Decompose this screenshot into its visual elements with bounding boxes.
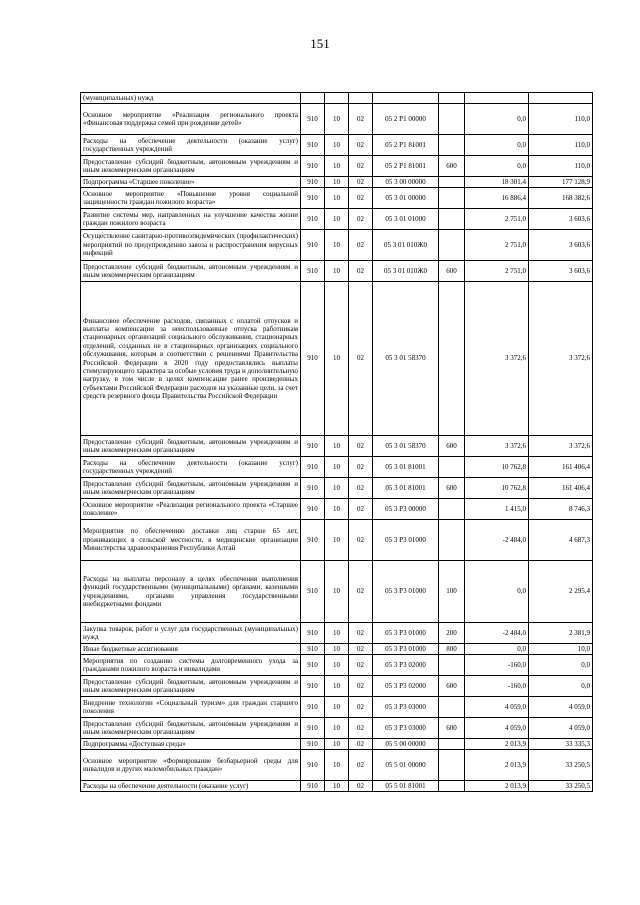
amount-change-cell: -2 484,0 [465, 623, 529, 644]
section-cell: 10 [325, 644, 349, 655]
expense-type-cell: 600 [439, 436, 465, 457]
expense-type-cell [439, 282, 465, 436]
target-article-cell: 05 3 P3 01000 [373, 561, 439, 623]
table-row [81, 188, 593, 209]
table-row [81, 718, 593, 739]
grbs-cell [301, 93, 325, 104]
target-article-cell: 05 3 01 58370 [373, 282, 439, 436]
amount-total-cell: 4 059,0 [529, 697, 593, 718]
subsection-cell [349, 93, 373, 104]
amount-change-cell: 3 372,6 [465, 436, 529, 457]
page-number: 151 [310, 36, 330, 51]
section-cell: 10 [325, 478, 349, 499]
target-article-cell: 05 5 00 00000 [373, 739, 439, 750]
amount-total-cell: 33 250,5 [529, 750, 593, 781]
subsection-cell: 02 [349, 188, 373, 209]
grbs-cell: 910 [301, 188, 325, 209]
subsection-cell: 02 [349, 781, 373, 792]
expense-type-cell: 600 [439, 676, 465, 697]
expense-type-cell [439, 177, 465, 188]
subsection-cell: 02 [349, 436, 373, 457]
subsection-cell: 02 [349, 750, 373, 781]
expense-type-cell [439, 93, 465, 104]
amount-change-cell: 2 013,9 [465, 739, 529, 750]
grbs-cell: 910 [301, 520, 325, 561]
amount-change-cell: 4 059,0 [465, 718, 529, 739]
section-cell: 10 [325, 135, 349, 156]
row-name-cell: Расходы на обеспечение деятельности (оказание услуг) государственных учреждений [81, 457, 301, 478]
section-cell: 10 [325, 750, 349, 781]
amount-total-cell: 33 335,3 [529, 739, 593, 750]
section-cell: 10 [325, 781, 349, 792]
grbs-cell: 910 [301, 499, 325, 520]
row-name-cell: Предоставление субсидий бюджетным, автономным учреждениям и иным некоммерческим организациям [81, 718, 301, 739]
grbs-cell: 910 [301, 457, 325, 478]
expense-type-cell: 600 [439, 261, 465, 282]
amount-total-cell: 110,0 [529, 104, 593, 135]
subsection-cell: 02 [349, 561, 373, 623]
table-row [81, 104, 593, 135]
row-name-cell: Предоставление субсидий бюджетным, автономным учреждениям и иным некоммерческим организациям [81, 156, 301, 177]
expense-type-cell: 200 [439, 623, 465, 644]
grbs-cell: 910 [301, 135, 325, 156]
section-cell: 10 [325, 457, 349, 478]
budget-table [80, 92, 593, 792]
amount-change-cell: -160,0 [465, 655, 529, 676]
target-article-cell: 05 3 01 010Ж0 [373, 261, 439, 282]
expense-type-cell: 100 [439, 561, 465, 623]
row-name-cell: Мероприятия по обеспечению доставки лиц старше 65 лет, проживающих в сельской местности, в медицинские организации Министерства здравоохранения Республики Алтай [81, 520, 301, 561]
amount-total-cell: 3 603,6 [529, 261, 593, 282]
grbs-cell: 910 [301, 676, 325, 697]
target-article-cell: 05 3 P3 00000 [373, 499, 439, 520]
section-cell: 10 [325, 261, 349, 282]
grbs-cell: 910 [301, 282, 325, 436]
target-article-cell: 05 3 01 58370 [373, 436, 439, 457]
subsection-cell: 02 [349, 282, 373, 436]
target-article-cell: 05 2 P1 81001 [373, 156, 439, 177]
grbs-cell: 910 [301, 561, 325, 623]
amount-total-cell: 3 603,6 [529, 230, 593, 261]
table-row [81, 436, 593, 457]
subsection-cell: 02 [349, 676, 373, 697]
section-cell: 10 [325, 718, 349, 739]
table-row [81, 457, 593, 478]
expense-type-cell [439, 135, 465, 156]
section-cell: 10 [325, 676, 349, 697]
table-row [81, 209, 593, 230]
section-cell: 10 [325, 104, 349, 135]
amount-total-cell: 3 372,6 [529, 436, 593, 457]
amount-total-cell: 161 406,4 [529, 457, 593, 478]
table-row [81, 655, 593, 676]
row-name-cell: Развитие системы мер, направленных на улучшение качества жизни граждан пожилого возраста [81, 209, 301, 230]
amount-total-cell [529, 93, 593, 104]
row-name-cell: (муниципальных) нужд [81, 93, 301, 104]
amount-total-cell: 168 382,6 [529, 188, 593, 209]
amount-total-cell: 2 381,9 [529, 623, 593, 644]
target-article-cell: 05 3 P3 03000 [373, 718, 439, 739]
grbs-cell: 910 [301, 230, 325, 261]
expense-type-cell [439, 781, 465, 792]
expense-type-cell [439, 499, 465, 520]
amount-total-cell: 4 687,3 [529, 520, 593, 561]
table-row [81, 93, 593, 104]
grbs-cell: 910 [301, 781, 325, 792]
amount-change-cell: 2 751,0 [465, 261, 529, 282]
amount-change-cell: 2 751,0 [465, 209, 529, 230]
grbs-cell: 910 [301, 478, 325, 499]
amount-change-cell: 18 301,4 [465, 177, 529, 188]
section-cell: 10 [325, 499, 349, 520]
amount-change-cell: 1 415,0 [465, 499, 529, 520]
amount-change-cell: 0,0 [465, 135, 529, 156]
amount-total-cell: 10,0 [529, 644, 593, 655]
target-article-cell: 05 2 P1 00000 [373, 104, 439, 135]
row-name-cell: Расходы на выплаты персоналу в целях обеспечения выполнения функций государственными (муниципальными) органами, казенными учреждениями, органами управления государственными внебюджетными фондами [81, 561, 301, 623]
amount-change-cell: 3 372,6 [465, 282, 529, 436]
amount-change-cell: 0,0 [465, 644, 529, 655]
subsection-cell: 02 [349, 177, 373, 188]
amount-total-cell: 161 406,4 [529, 478, 593, 499]
amount-change-cell: -2 484,0 [465, 520, 529, 561]
amount-total-cell: 8 746,3 [529, 499, 593, 520]
table-row [81, 177, 593, 188]
amount-total-cell: 177 128,9 [529, 177, 593, 188]
target-article-cell: 05 3 P3 01000 [373, 644, 439, 655]
amount-change-cell: 0,0 [465, 561, 529, 623]
target-article-cell: 05 3 01 81001 [373, 457, 439, 478]
subsection-cell: 02 [349, 718, 373, 739]
subsection-cell: 02 [349, 739, 373, 750]
expense-type-cell [439, 457, 465, 478]
amount-total-cell: 0,0 [529, 655, 593, 676]
grbs-cell: 910 [301, 655, 325, 676]
target-article-cell: 05 3 01 01000 [373, 209, 439, 230]
table-row [81, 282, 593, 436]
grbs-cell: 910 [301, 718, 325, 739]
target-article-cell: 05 3 P3 01000 [373, 623, 439, 644]
subsection-cell: 02 [349, 499, 373, 520]
amount-total-cell: 110,0 [529, 156, 593, 177]
target-article-cell: 05 5 01 81001 [373, 781, 439, 792]
subsection-cell: 02 [349, 261, 373, 282]
row-name-cell: Подпрограмма «Доступная среда» [81, 739, 301, 750]
subsection-cell: 02 [349, 520, 373, 561]
table-row [81, 156, 593, 177]
grbs-cell: 910 [301, 739, 325, 750]
target-article-cell: 05 3 P3 02000 [373, 655, 439, 676]
subsection-cell: 02 [349, 209, 373, 230]
row-name-cell: Предоставление субсидий бюджетным, автономным учреждениям и иным некоммерческим организациям [81, 436, 301, 457]
table-body [81, 93, 593, 792]
row-name-cell: Расходы на обеспечение деятельности (оказание услуг) [81, 781, 301, 792]
table-row [81, 478, 593, 499]
grbs-cell: 910 [301, 750, 325, 781]
expense-type-cell [439, 520, 465, 561]
row-name-cell: Основное мероприятие «Формирование безбарьерной среды для инвалидов и других маломобильных граждан» [81, 750, 301, 781]
section-cell: 10 [325, 697, 349, 718]
amount-change-cell: 10 762,8 [465, 478, 529, 499]
target-article-cell: 05 3 00 00000 [373, 177, 439, 188]
table-row [81, 623, 593, 644]
table-row [81, 520, 593, 561]
subsection-cell: 02 [349, 478, 373, 499]
subsection-cell: 02 [349, 623, 373, 644]
section-cell: 10 [325, 561, 349, 623]
expense-type-cell [439, 104, 465, 135]
amount-change-cell: 4 059,0 [465, 697, 529, 718]
section-cell: 10 [325, 436, 349, 457]
amount-change-cell: 2 751,0 [465, 230, 529, 261]
row-name-cell: Предоставление субсидий бюджетным, автономным учреждениям и иным некоммерческим организациям [81, 478, 301, 499]
amount-total-cell: 3 603,6 [529, 209, 593, 230]
subsection-cell: 02 [349, 156, 373, 177]
amount-change-cell: 16 886,4 [465, 188, 529, 209]
table-row [81, 499, 593, 520]
amount-total-cell: 0,0 [529, 676, 593, 697]
target-article-cell: 05 3 01 010Ж0 [373, 230, 439, 261]
row-name-cell: Осуществление санитарно-противоэпидемических (профилактических) мероприятий по предупреждению завоза и распространения вирусных инфекций [81, 230, 301, 261]
grbs-cell: 910 [301, 623, 325, 644]
grbs-cell: 910 [301, 104, 325, 135]
table-row [81, 135, 593, 156]
row-name-cell: Предоставление субсидий бюджетным, автономным учреждениям и иным некоммерческим организациям [81, 676, 301, 697]
amount-change-cell [465, 93, 529, 104]
amount-change-cell: 0,0 [465, 104, 529, 135]
expense-type-cell [439, 188, 465, 209]
target-article-cell: 05 3 01 00000 [373, 188, 439, 209]
subsection-cell: 02 [349, 644, 373, 655]
subsection-cell: 02 [349, 230, 373, 261]
amount-change-cell: -160,0 [465, 676, 529, 697]
section-cell: 10 [325, 623, 349, 644]
expense-type-cell [439, 209, 465, 230]
table-row [81, 230, 593, 261]
table-row [81, 261, 593, 282]
expense-type-cell [439, 697, 465, 718]
target-article-cell: 05 5 01 00000 [373, 750, 439, 781]
section-cell [325, 93, 349, 104]
grbs-cell: 910 [301, 436, 325, 457]
table-row [81, 750, 593, 781]
grbs-cell: 910 [301, 156, 325, 177]
target-article-cell: 05 3 P3 02000 [373, 676, 439, 697]
expense-type-cell: 600 [439, 718, 465, 739]
expense-type-cell [439, 750, 465, 781]
section-cell: 10 [325, 209, 349, 230]
table-row [81, 676, 593, 697]
subsection-cell: 02 [349, 697, 373, 718]
target-article-cell [373, 93, 439, 104]
table-row [81, 697, 593, 718]
grbs-cell: 910 [301, 644, 325, 655]
grbs-cell: 910 [301, 209, 325, 230]
expense-type-cell [439, 655, 465, 676]
target-article-cell: 05 2 P1 81001 [373, 135, 439, 156]
table-row [81, 739, 593, 750]
section-cell: 10 [325, 156, 349, 177]
expense-type-cell [439, 230, 465, 261]
grbs-cell: 910 [301, 261, 325, 282]
amount-total-cell: 3 372,6 [529, 282, 593, 436]
table-row [81, 781, 593, 792]
amount-change-cell: 2 013,9 [465, 750, 529, 781]
target-article-cell: 05 3 01 81001 [373, 478, 439, 499]
row-name-cell: Предоставление субсидий бюджетным, автономным учреждениям и иным некоммерческим организациям [81, 261, 301, 282]
grbs-cell: 910 [301, 697, 325, 718]
table-row [81, 561, 593, 623]
expense-type-cell: 800 [439, 644, 465, 655]
row-name-cell: Основное мероприятие «Повышение уровня социальной защищенности граждан пожилого возраста» [81, 188, 301, 209]
amount-total-cell: 33 250,5 [529, 781, 593, 792]
expense-type-cell [439, 739, 465, 750]
row-name-cell: Основное мероприятие «Реализация регионального проекта «Финансовая поддержка семей при рождении детей» [81, 104, 301, 135]
amount-total-cell: 2 295,4 [529, 561, 593, 623]
subsection-cell: 02 [349, 135, 373, 156]
row-name-cell: Иные бюджетные ассигнования [81, 644, 301, 655]
section-cell: 10 [325, 230, 349, 261]
subsection-cell: 02 [349, 457, 373, 478]
expense-type-cell: 600 [439, 156, 465, 177]
section-cell: 10 [325, 177, 349, 188]
row-name-cell: Внедрение технологии «Социальный туризм» для граждан старшего поколения [81, 697, 301, 718]
section-cell: 10 [325, 188, 349, 209]
subsection-cell: 02 [349, 655, 373, 676]
amount-change-cell: 2 013,9 [465, 781, 529, 792]
section-cell: 10 [325, 655, 349, 676]
amount-total-cell: 110,0 [529, 135, 593, 156]
subsection-cell: 02 [349, 104, 373, 135]
amount-change-cell: 10 762,8 [465, 457, 529, 478]
expense-type-cell: 600 [439, 478, 465, 499]
amount-total-cell: 4 059,0 [529, 718, 593, 739]
grbs-cell: 910 [301, 177, 325, 188]
amount-change-cell: 0,0 [465, 156, 529, 177]
section-cell: 10 [325, 282, 349, 436]
row-name-cell: Мероприятия по созданию системы долговременного ухода за гражданами пожилого возраста и инвалидами [81, 655, 301, 676]
section-cell: 10 [325, 739, 349, 750]
section-cell: 10 [325, 520, 349, 561]
row-name-cell: Закупка товаров, работ и услуг для государственных (муниципальных) нужд [81, 623, 301, 644]
row-name-cell: Расходы на обеспечение деятельности (оказание услуг) государственных учреждений [81, 135, 301, 156]
target-article-cell: 05 3 P3 03000 [373, 697, 439, 718]
row-name-cell: Финансовое обеспечение расходов, связанных с оплатой отпусков и выплаты компенсации за неиспользованные отпуска работникам стационарных организаций социального обслуживания, стационарных отделений, созданных не в стационарных организациях социального обслуживания, которым в соответствии с решениями Правительства Российской Федерации в 2020 году предоставлялись выплаты стимулирующего характера за особые условия труда и дополнительную нагрузку, в том числе в целях компенсации ранее произведенных субъектами Российской Федерации расходов на указанные цели, за счет средств резервного фонда Правительства Российской Федерации [81, 282, 301, 436]
row-name-cell: Основное мероприятие «Реализация регионального проекта «Старшее поколение» [81, 499, 301, 520]
target-article-cell: 05 3 P3 01000 [373, 520, 439, 561]
table-row [81, 644, 593, 655]
row-name-cell: Подпрограмма «Старшее поколение» [81, 177, 301, 188]
